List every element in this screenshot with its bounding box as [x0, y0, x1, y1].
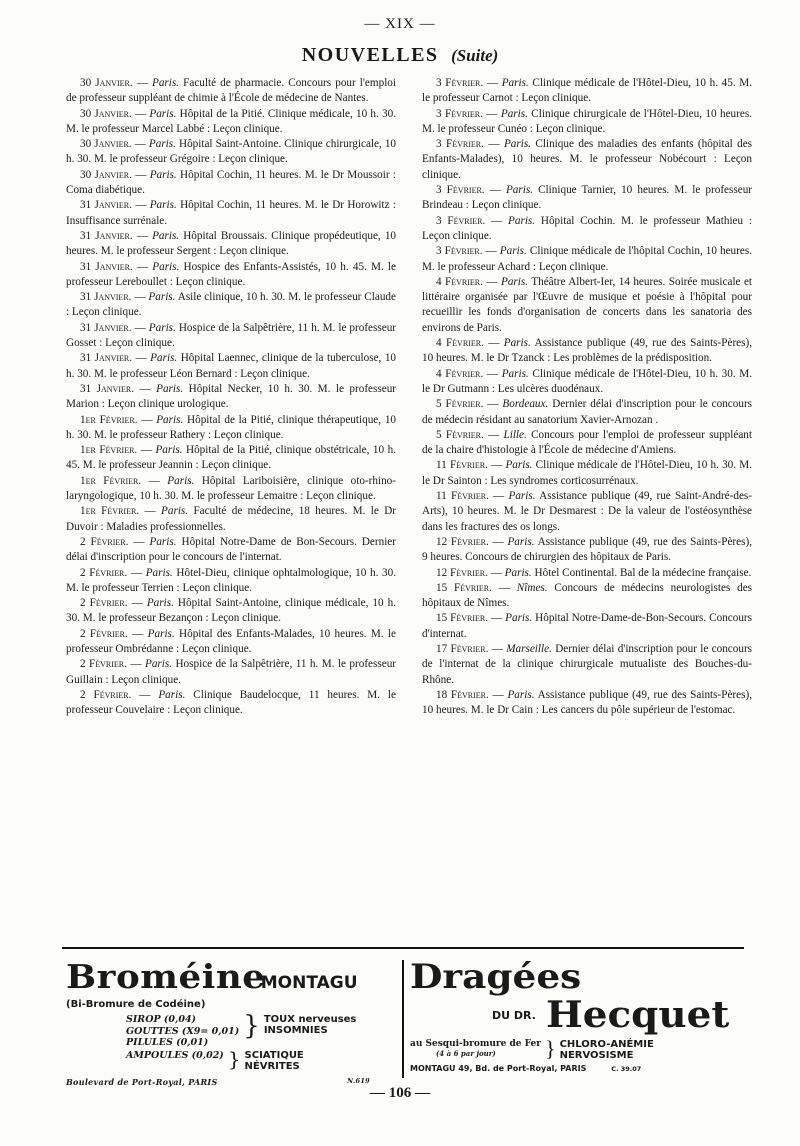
news-entry: 3 Février. — Paris. Hôpital Cochin. M. le professeur Mathieu : Leçon clinique.	[422, 214, 753, 242]
entry-text: Clinique médicale de l'hôpital Cochin, 10 heures. M. le professeur Achard : Leçon clinique.	[422, 245, 752, 273]
news-entry: 1er Février. — Paris. Hôpital de la Pitié, clinique thérapeutique, 10 h. 30. M. le professeur Rathery : Leçon clinique.	[66, 413, 397, 441]
form-item: GOUTTES (X9= 0,01)	[126, 1025, 240, 1037]
entry-text: Clinique Baudelocque, 11 heures. M. le professeur Couvelaire : Leçon clinique.	[66, 688, 397, 717]
entry-city: Paris.	[146, 597, 174, 610]
entry-date: 3 Février.	[436, 245, 483, 258]
entry-city: Bordeaux.	[502, 398, 549, 411]
entry-city: Paris.	[149, 199, 177, 212]
entry-text: Faculté de pharmacie. Concours pour l'emploi de professeur suppléant de chimie à l'École de médecine de Nantes.	[66, 77, 397, 105]
entry-text: Clinique Tarnier, 10 heures. M. le professeur Brindeau : Leçon clinique.	[422, 184, 753, 212]
bromeine-forms-group-2	[126, 1046, 396, 1072]
bromeine-advertisement	[66, 957, 396, 1087]
entry-text: Hôtel-Dieu, clinique ophtalmologique, 10 h. 30. M. le professeur Terrien : Leçon clinique.	[66, 566, 397, 594]
entry-text: Concours pour l'emploi de professeur suppléant de la chaire d'histologie à l'École de médecine d'Amiens.	[422, 428, 752, 457]
news-entry: 15 Février. — Nîmes. Concours de médecins neurologistes des hôpitaux de Nîmes.	[422, 581, 753, 610]
news-entry: 11 Février. — Paris. Assistance publique (49, rue Saint-André-des-Arts), 10 heures. M. le Dr Desmarest : De la valeur de l'ostéosynthèse dans les fractures des os longs.	[422, 490, 752, 533]
entry-text: Clinique chirurgicale de l'Hôtel-Dieu, 10 heures. M. le professeur Cunéo : Leçon clinique.	[422, 107, 752, 135]
entry-text: Clinique médicale de l'Hôtel-Dieu, 10 h. 30. M. le Dr Sainton : Les syndromes corticosurrénaux.	[422, 459, 752, 487]
dragees-advertisement	[410, 957, 750, 1087]
use-item: TOUX nerveuses	[263, 1014, 357, 1025]
entry-date: 11 Février.	[436, 459, 488, 472]
entry-date: 1er Février.	[80, 444, 138, 457]
entry-date: 31 Janvier.	[80, 199, 132, 212]
use-item: NÉVRITES	[244, 1060, 300, 1072]
bromeine-code: N.619	[347, 1076, 370, 1085]
entry-city: Paris.	[158, 688, 186, 701]
entry-date: 1er Février.	[80, 505, 140, 518]
entry-city: Paris.	[149, 168, 177, 181]
news-entry: 2 Février. — Paris. Clinique Baudelocque, 11 heures. M. le professeur Couvelaire : Leçon clinique.	[66, 688, 397, 717]
advertisement-divider	[402, 960, 404, 1078]
entry-city: Paris.	[501, 77, 529, 89]
bromeine-uses-2	[245, 1050, 304, 1072]
entry-text: Hôpital Notre-Dame-de-Bon-Secours. Concours d'internat.	[422, 612, 752, 640]
entry-date: 12 Février.	[436, 535, 489, 548]
dragees-du: DU DR.	[492, 1008, 536, 1022]
entry-city: Paris.	[156, 382, 184, 395]
news-entry: 3 Février. — Paris. Clinique chirurgicale de l'Hôtel-Dieu, 10 heures. M. le professeur Cunéo : Leçon clinique.	[422, 107, 752, 135]
entry-date: 2 Février.	[80, 566, 128, 579]
dragees-name: Hecquet	[545, 994, 730, 1036]
indication-item: NERVOSISME	[559, 1050, 634, 1061]
entry-city: Paris.	[152, 260, 180, 273]
dragees-code: C. 39.07	[611, 1065, 642, 1073]
dragees-composition: au Sesqui-bromure de Fer	[410, 1039, 542, 1049]
bromeine-subtitle: (Bi-Bromure de Codéine)	[66, 999, 206, 1010]
entry-city: Paris.	[155, 444, 183, 457]
news-entry: 4 Février. — Paris. Théâtre Albert-Ier, 14 heures. Soirée musicale et littéraire organisée par l'Œuvre de musique et poésie à l'hôpital pour recueillir les fonds d'organisation de concerts dans les sanatoria des environs de Paris.	[422, 275, 753, 334]
entry-date: 2 Février.	[80, 627, 128, 640]
entry-date: 2 Février.	[80, 597, 128, 610]
entry-date: 4 Février.	[436, 367, 484, 380]
entry-text: Théâtre Albert-Ier, 14 heures. Soirée musicale et littéraire organisée par l'Œuvre de musique et poésie à l'hôpital pour recueillir les fonds d'organisation de concerts dans les sanatoria des environs de Paris.	[422, 275, 753, 334]
entry-text: Assistance publique (49, rue des Saints-Pères), 10 heures. M. le Dr Tzanck : Les problèmes de la prédisposition.	[422, 337, 753, 365]
entry-text: Clinique des maladies des enfants (hôpital des Enfants-Malades), 10 heures. M. le professeur Nobécourt : Leçon clinique.	[422, 138, 753, 181]
news-entry: 12 Février. — Paris. Hôtel Continental. Bal de la médecine française.	[436, 566, 752, 579]
entry-date: 2 Février.	[80, 658, 127, 671]
bromeine-ampoules: AMPOULES (0,02)	[126, 1049, 224, 1061]
entry-date: 15 Février.	[436, 612, 489, 625]
brace-glyph: }	[227, 1046, 241, 1071]
entry-text: Dernier délai d'inscription pour le concours de médecin résidant au sanatorium Xavier-Arnozan .	[422, 398, 753, 426]
news-entry: 15 Février. — Paris. Hôpital Notre-Dame-de-Bon-Secours. Concours d'internat.	[422, 612, 752, 640]
entry-date: 3 Février.	[436, 184, 485, 197]
entry-date: 17 Février.	[436, 642, 489, 655]
entry-text: Assistance publique (49, rue des Saints-Pères), 10 heures. M. le Dr Cain : Les cancers du pôle supérieur de l'estomac.	[422, 688, 752, 717]
news-entry: 31 Janvier. — Paris. Hôpital Necker, 10 h. 30. M. le professeur Marion : Leçon clinique urologique.	[66, 382, 397, 411]
title-suffix: (Suite)	[451, 46, 499, 65]
entry-text: Assistance publique (49, rue Saint-André-des-Arts), 10 heures. M. le Dr Desmarest : De la valeur de l'ostéosynthèse dans les fractures des os longs.	[422, 490, 752, 533]
entry-city: Paris.	[145, 566, 173, 579]
entry-date: 5 Février.	[436, 428, 484, 441]
entry-city: Paris.	[156, 413, 184, 426]
news-entry: 2 Février. — Paris. Hôpital des Enfants-Malades, 10 heures. M. le professeur Ombrédanne : Leçon clinique.	[66, 627, 397, 655]
bromeine-forms-group-1	[126, 1011, 396, 1049]
news-entry: 30 Janvier. — Paris. Hôpital Saint-Antoine. Clinique chirurgicale, 10 h. 30. M. le professeur Grégoire : Leçon clinique.	[66, 138, 397, 166]
entry-date: 5 Février.	[436, 398, 484, 411]
entry-text: Hôpital Broussais. Clinique propédeutique, 10 heures. M. le professeur Sergent : Leçon clinique.	[66, 229, 397, 258]
entry-text: Hôpital des Enfants-Malades, 10 heures. M. le professeur Ombrédanne : Leçon clinique.	[66, 627, 397, 655]
entry-date: 30 Janvier.	[80, 107, 132, 120]
entry-city: Nîmes.	[516, 581, 548, 594]
entry-text: Concours de médecins neurologistes des hôpitaux de Nîmes.	[422, 581, 753, 610]
entry-text: Faculté de médecine, 18 heures. M. le Dr Duvoir : Maladies professionnelles.	[66, 505, 396, 533]
dragees-composition-row	[410, 1036, 750, 1061]
news-entry: 1er Février. — Paris. Hôpital Lariboisière, clinique oto-rhino-laryngologique, 10 h. 30. M. le professeur Lemaitre : Leçon clinique.	[66, 474, 396, 503]
entry-city: Paris.	[507, 535, 535, 548]
dragees-composition-block	[410, 1039, 541, 1061]
news-entry: 12 Février. — Paris. Assistance publique (49, rue des Saints-Pères), 9 heures. Concours de chirurgien des hôpitaux de Paris.	[422, 535, 752, 564]
news-entry: 3 Février. — Paris. Clinique Tarnier, 10 heures. M. le professeur Brindeau : Leçon clinique.	[422, 184, 753, 212]
entry-date: 4 Février.	[436, 337, 484, 350]
entry-city: Paris.	[508, 490, 536, 503]
bromeine-uses-1	[264, 1014, 357, 1049]
entry-city: Marseille.	[506, 642, 552, 655]
entry-text: Hôpital Necker, 10 h. 30. M. le professeur Marion : Leçon clinique urologique.	[66, 382, 397, 411]
entry-city: Paris.	[149, 535, 177, 548]
form-item: SIROP (0,04)	[126, 1014, 197, 1025]
dragees-address	[410, 1064, 750, 1073]
brace-glyph: }	[545, 1036, 556, 1061]
news-entry: 3 Février. — Paris. Clinique médicale de l'Hôtel-Dieu, 10 h. 45. M. le professeur Carnot : Leçon clinique.	[422, 77, 753, 105]
entry-text: Hôpital Notre-Dame de Bon-Secours. Dernier délai d'inscription pour le concours de l'internat.	[66, 535, 397, 564]
title-text: NOUVELLES	[301, 44, 439, 66]
entry-text: Hôpital de la Pitié, clinique obstétricale, 10 h. 45. M. le professeur Jeannin : Leçon clinique.	[66, 444, 397, 472]
news-entry: 31 Janvier. — Paris. Hôpital Broussais. Clinique propédeutique, 10 heures. M. le professeur Sergent : Leçon clinique.	[66, 229, 397, 258]
dragees-address-text: MONTAGU 49, Bd. de Port-Royal, PARIS	[410, 1064, 587, 1073]
news-entry: 31 Janvier. — Paris. Asile clinique, 10 h. 30. M. le professeur Claude : Leçon clinique.	[66, 291, 396, 319]
entry-date: 4 Février.	[436, 275, 483, 288]
entry-city: Paris.	[505, 459, 533, 472]
entry-city: Paris.	[148, 291, 176, 304]
news-entry: 5 Février. — Bordeaux. Dernier délai d'inscription pour le concours de médecin résidant au sanatorium Xavier-Arnozan .	[422, 398, 753, 426]
entry-text: Dernier délai d'inscription pour le concours de l'internat de la clinique chirurgicale mutualiste des Bouches-du-Rhône.	[422, 642, 753, 686]
entry-city: Paris.	[503, 337, 531, 350]
entry-city: Paris.	[144, 658, 173, 671]
form-item: PILULES (0,01)	[126, 1037, 209, 1048]
news-entry: 2 Février. — Paris. Hospice de la Salpêtrière, 11 h. M. le professeur Guillain : Leçon clinique.	[66, 658, 397, 686]
news-entry: 3 Février. — Paris. Clinique des maladies des enfants (hôpital des Enfants-Malades), 10 heures. M. le professeur Nobécourt : Leçon clinique.	[422, 138, 753, 181]
entry-date: 31 Janvier.	[80, 229, 133, 242]
entry-text: Hôpital Cochin. M. le professeur Mathieu : Leçon clinique.	[422, 214, 753, 242]
page-title	[0, 44, 800, 67]
news-entry: 2 Février. — Paris. Hôpital Notre-Dame de Bon-Secours. Dernier délai d'inscription pour le concours de l'internat.	[66, 535, 397, 564]
bromeine-brand: Broméine	[66, 957, 266, 996]
entry-city: Paris.	[501, 367, 529, 380]
entry-date: 2 Février.	[80, 688, 132, 701]
entry-date: 30 Janvier.	[80, 77, 133, 89]
entry-text: Hospice des Enfants-Assistés, 10 h. 45. M. le professeur Lereboullet : Leçon clinique.	[66, 260, 397, 288]
news-entry: 18 Février. — Paris. Assistance publique (49, rue des Saints-Pères), 10 heures. M. le Dr Cain : Les cancers du pôle supérieur de l'estomac.	[422, 688, 752, 717]
entry-date: 1er Février.	[80, 413, 138, 426]
entry-date: 31 Janvier.	[80, 382, 135, 395]
entry-city: Lille.	[503, 428, 527, 441]
news-entry: 4 Février. — Paris. Assistance publique (49, rue des Saints-Pères), 10 heures. M. le Dr Tzanck : Les problèmes de la prédisposition.	[422, 337, 753, 365]
entry-city: Paris.	[148, 138, 176, 151]
news-entry: 5 Février. — Lille. Concours pour l'emploi de professeur suppléant de la chaire d'histologie à l'École de médecine d'Amiens.	[422, 428, 752, 457]
entry-text: Hôpital de la Pitié, clinique thérapeutique, 10 h. 30. M. le professeur Rathery : Leçon clinique.	[66, 413, 397, 441]
bromeine-address-text: Boulevard de Port-Royal, PARIS	[66, 1076, 218, 1087]
entry-date: 2 Février.	[80, 535, 129, 548]
entry-date: 31 Janvier.	[80, 291, 132, 304]
entry-city: Paris.	[167, 474, 195, 487]
entry-city: Paris.	[149, 107, 177, 120]
news-entry: 2 Février. — Paris. Hôtel-Dieu, clinique ophtalmologique, 10 h. 30. M. le professeur Terrien : Leçon clinique.	[66, 566, 397, 594]
entry-city: Paris.	[500, 107, 528, 120]
news-entry: 17 Février. — Marseille. Dernier délai d'inscription pour le concours de l'internat de la clinique chirurgicale mutualiste des Bouches-du-Rhône.	[422, 642, 753, 686]
news-entry: 4 Février. — Paris. Clinique médicale de l'Hôtel-Dieu, 10 h. 30. M. le Dr Gutmann : Les ulcères duodénaux.	[422, 367, 753, 395]
entry-city: Paris.	[152, 77, 180, 89]
entry-city: Paris.	[505, 184, 533, 197]
news-entry: 31 Janvier. — Paris. Hospice de la Salpêtrière, 11 h. M. le professeur Gosset : Leçon clinique.	[66, 321, 397, 350]
entry-city: Paris.	[503, 138, 531, 151]
news-entry: 31 Janvier. — Paris. Hôpital Laennec, clinique de la tuberculose, 10 h. 30. M. le professeur Léon Bernard : Leçon clinique.	[66, 352, 397, 380]
entry-city: Paris.	[504, 566, 532, 579]
news-entry: 30 Janvier. — Paris. Hôpital Cochin, 11 heures. M. le Dr Moussoir : Coma diabétique.	[66, 168, 396, 197]
news-entry: 3 Février. — Paris. Clinique médicale de l'hôpital Cochin, 10 heures. M. le professeur Achard : Leçon clinique.	[422, 245, 752, 273]
dragees-dose: (4 à 6 par jour)	[436, 1049, 496, 1058]
entry-text: Hôpital de la Pitié. Clinique médicale, 10 h. 30. M. le professeur Marcel Labbé : Leçon clinique.	[66, 107, 396, 135]
entry-date: 11 Février.	[436, 490, 489, 503]
entry-date: 30 Janvier.	[80, 168, 132, 181]
left-column	[66, 76, 396, 718]
dragees-indications	[560, 1039, 654, 1061]
entry-city: Paris.	[508, 214, 536, 227]
news-columns	[66, 76, 752, 718]
entry-text: Hôpital Cochin, 11 heures. M. le Dr Horowitz : Insuffisance surrénale.	[66, 199, 397, 227]
news-entry: 1er Février. — Paris. Faculté de médecine, 18 heures. M. le Dr Duvoir : Maladies professionnelles.	[66, 505, 396, 533]
entry-date: 30 Janvier.	[80, 138, 132, 151]
indication-item: CHLORO-ANÉMIE	[559, 1039, 654, 1050]
entry-date: 1er Février.	[80, 474, 142, 487]
news-entry: 2 Février. — Paris. Hôpital Saint-Antoine, clinique médicale, 10 h. 30. M. le professeur Bezançon : Leçon clinique.	[66, 597, 397, 625]
news-entry: 11 Février. — Paris. Clinique médicale de l'Hôtel-Dieu, 10 h. 30. M. le Dr Sainton : Les syndromes corticosurrénaux.	[422, 459, 752, 487]
entry-date: 3 Février.	[436, 138, 484, 151]
entry-text: Assistance publique (49, rue des Saints-Pères), 9 heures. Concours de chirurgien des hôpitaux de Paris.	[422, 535, 752, 564]
news-entry: 30 Janvier. — Paris. Faculté de pharmacie. Concours pour l'emploi de professeur suppléant de chimie à l'École de médecine de Nantes.	[66, 77, 397, 105]
use-item: SCIATIQUE	[244, 1049, 304, 1061]
entry-city: Paris.	[505, 612, 533, 625]
entry-text: Hospice de la Salpêtrière, 11 h. M. le professeur Guillain : Leçon clinique.	[66, 658, 397, 686]
news-entry: 30 Janvier. — Paris. Hôpital de la Pitié. Clinique médicale, 10 h. 30. M. le professeur Marcel Labbé : Leçon clinique.	[66, 107, 396, 135]
entry-text: Hôpital Saint-Antoine, clinique médicale, 10 h. 30. M. le professeur Bezançon : Leçon clinique.	[66, 597, 397, 625]
entry-city: Paris.	[150, 352, 178, 365]
dragees-brand: Dragées	[410, 957, 582, 997]
news-entry: 31 Janvier. — Paris. Hospice des Enfants-Assistés, 10 h. 45. M. le professeur Lereboullet : Leçon clinique.	[66, 260, 397, 288]
entry-date: 15 Février.	[436, 581, 492, 594]
entry-date: 3 Février.	[436, 214, 486, 227]
entry-text: Clinique médicale de l'Hôtel-Dieu, 10 h. 45. M. le professeur Carnot : Leçon clinique.	[422, 77, 753, 105]
brace-glyph: }	[243, 1011, 260, 1041]
entry-date: 3 Février.	[436, 77, 484, 89]
entry-date: 31 Janvier.	[80, 352, 133, 365]
entry-text: Hôpital Laennec, clinique de la tuberculose, 10 h. 30. M. le professeur Léon Bernard : Leçon clinique.	[66, 352, 397, 380]
page-number-roman: — XIX —	[364, 16, 436, 32]
entry-city: Paris.	[147, 627, 175, 640]
entry-date: 18 Février.	[436, 688, 489, 701]
entry-text: Hôpital Lariboisière, clinique oto-rhino-laryngologique, 10 h. 30. M. le professeur Lemaitre : Leçon clinique.	[66, 474, 396, 503]
entry-date: 12 Février.	[436, 566, 488, 579]
entry-city: Paris.	[507, 688, 535, 701]
right-column	[422, 76, 752, 718]
entry-text: Hôpital Saint-Antoine. Clinique chirurgicale, 10 h. 30. M. le professeur Grégoire : Leçon clinique.	[66, 138, 397, 166]
entry-text: Asile clinique, 10 h. 30. M. le professeur Claude : Leçon clinique.	[66, 291, 396, 319]
entry-date: 31 Janvier.	[80, 321, 132, 334]
entry-text: Hôpital Cochin, 11 heures. M. le Dr Moussoir : Coma diabétique.	[66, 168, 396, 197]
entry-city: Paris.	[500, 275, 529, 288]
entry-city: Paris.	[499, 245, 527, 258]
entry-city: Paris.	[148, 321, 176, 334]
entry-text: Clinique médicale de l'Hôtel-Dieu, 10 h. 30. M. le Dr Gutmann : Les ulcères duodénaux.	[422, 367, 753, 395]
bromeine-maker: MONTAGU	[260, 973, 358, 993]
news-entry: 1er Février. — Paris. Hôpital de la Pitié, clinique obstétricale, 10 h. 45. M. le professeur Jeannin : Leçon clinique.	[66, 444, 397, 472]
advertisement-separator	[62, 947, 744, 949]
news-entry: 31 Janvier. — Paris. Hôpital Cochin, 11 heures. M. le Dr Horowitz : Insuffisance surrénale.	[66, 199, 397, 227]
page-number: — 106 —	[370, 1085, 430, 1101]
use-item: INSOMNIES	[263, 1025, 328, 1036]
entry-text: Hospice de la Salpêtrière, 11 h. M. le professeur Gosset : Leçon clinique.	[66, 321, 397, 350]
entry-date: 3 Février.	[436, 107, 483, 120]
entry-text: Hôtel Continental. Bal de la médecine française.	[534, 566, 752, 579]
entry-city: Paris.	[152, 229, 180, 242]
entry-city: Paris.	[161, 505, 189, 518]
entry-date: 31 Janvier.	[80, 260, 133, 273]
bromeine-forms	[126, 1014, 239, 1049]
